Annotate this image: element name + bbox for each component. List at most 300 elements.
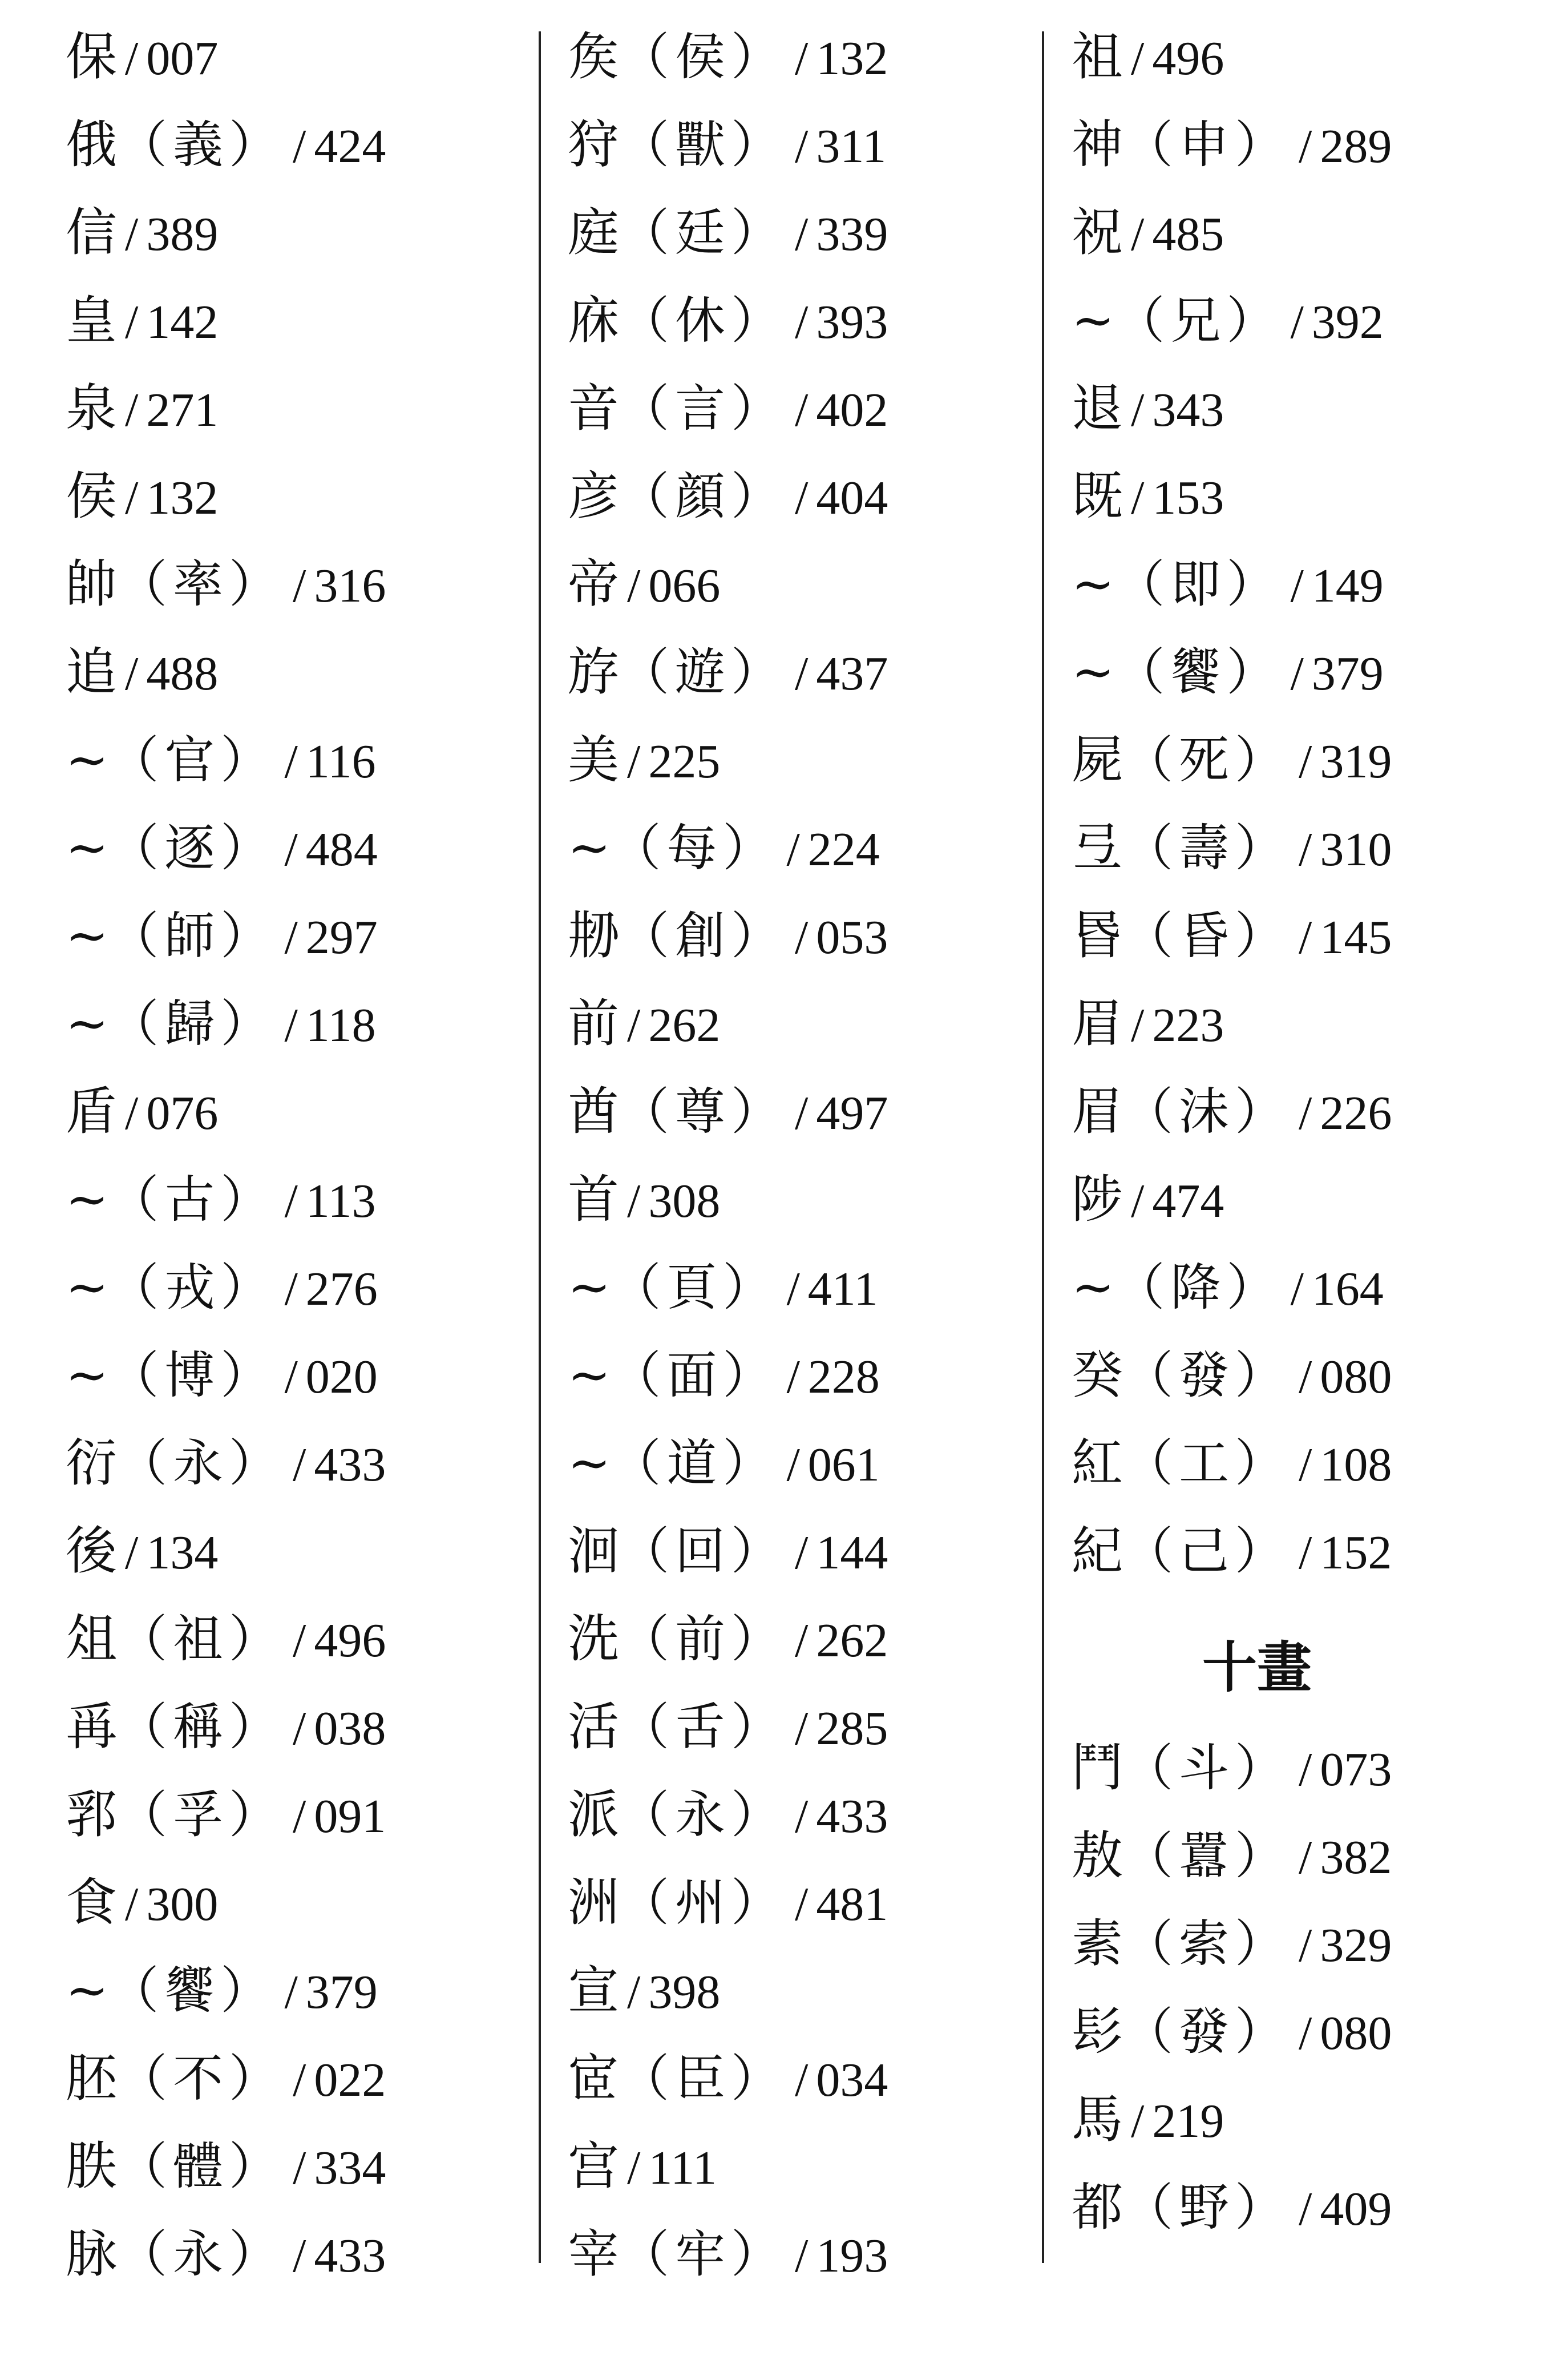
entry-variant: （降） <box>1114 1258 1283 1317</box>
entry-variant: （師） <box>108 906 277 965</box>
entry-character: 祝 <box>1072 203 1123 263</box>
entry-separator: / <box>1299 2183 1312 2236</box>
entry-separator: / <box>627 735 641 788</box>
entry-page-number: 111 <box>648 2141 717 2195</box>
entry-character: 馬 <box>1072 2089 1123 2149</box>
index-entry <box>1072 1253 1528 1341</box>
entry-variant: （囂） <box>1123 1826 1291 1885</box>
entry-character: ~ <box>1072 291 1115 350</box>
entry-character: 信 <box>66 203 117 263</box>
entry-character: 洄 <box>568 1521 619 1581</box>
index-entry <box>568 1605 1024 1693</box>
index-entry <box>1072 990 1528 1078</box>
entry-variant: （博） <box>108 1346 277 1405</box>
entry-separator: / <box>795 1526 809 1579</box>
index-entry <box>66 814 522 902</box>
index-entry <box>568 287 1024 374</box>
entry-page-number: 149 <box>1311 559 1384 612</box>
entry-page-number: 433 <box>314 2229 386 2282</box>
column-divider <box>1042 31 1044 2263</box>
entry-character: 洲 <box>568 1873 619 1933</box>
index-entry <box>568 1517 1024 1605</box>
entry-variant: （州） <box>619 1873 787 1932</box>
entry-character: 後 <box>66 1521 117 1581</box>
index-entry <box>66 1253 522 1341</box>
entry-separator: / <box>627 559 641 612</box>
entry-character: 派 <box>568 1785 619 1845</box>
entry-page-number: 310 <box>1320 823 1392 876</box>
entry-page-number: 485 <box>1152 208 1224 261</box>
entry-separator: / <box>284 735 298 788</box>
entry-page-number: 329 <box>1320 1919 1392 1972</box>
entry-separator: / <box>1290 559 1304 612</box>
entry-separator: / <box>293 1790 306 1843</box>
entry-variant: （永） <box>117 2225 285 2284</box>
entry-variant: （休） <box>619 291 787 350</box>
index-entry <box>568 1253 1024 1341</box>
entry-separator: / <box>125 384 139 437</box>
entry-character: 彦 <box>568 466 619 526</box>
entry-character: 庥 <box>568 291 619 350</box>
entry-variant: （臣） <box>619 2049 787 2108</box>
entry-variant: （饗） <box>108 1961 277 2020</box>
entry-character: 神 <box>1072 115 1123 175</box>
entry-page-number: 437 <box>816 647 888 700</box>
index-entry <box>568 199 1024 287</box>
entry-separator: / <box>293 1614 306 1667</box>
index-entry <box>568 1341 1024 1429</box>
entry-variant: （率） <box>117 555 285 614</box>
index-entry <box>66 1781 522 1869</box>
index-entry <box>1072 111 1528 199</box>
entry-page-number: 164 <box>1311 1262 1384 1316</box>
entry-page-number: 219 <box>1152 2095 1224 2148</box>
entry-page-number: 080 <box>1320 2007 1392 2060</box>
index-entry <box>1072 1517 1528 1605</box>
entry-variant: （歸） <box>108 994 277 1053</box>
entry-page-number: 285 <box>816 1702 888 1755</box>
index-entry <box>568 814 1024 902</box>
index-entry <box>66 990 522 1078</box>
entry-variant: （即） <box>1114 555 1283 614</box>
index-entry <box>66 462 522 550</box>
index-entry <box>66 111 522 199</box>
entry-variant: （昏） <box>1123 906 1291 965</box>
entry-character: 宫 <box>568 2136 619 2196</box>
entry-variant: （工） <box>1123 1434 1291 1492</box>
entry-variant: （遊） <box>619 643 787 701</box>
entry-page-number: 144 <box>816 1526 888 1579</box>
entry-page-number: 271 <box>146 384 219 437</box>
index-entry <box>66 1605 522 1693</box>
index-entry <box>66 902 522 990</box>
entry-character: 紀 <box>1072 1521 1123 1581</box>
entry-variant: （面） <box>611 1346 779 1405</box>
index-entry <box>66 2044 522 2132</box>
entry-separator: / <box>293 2141 306 2195</box>
entry-character: 美 <box>568 730 619 790</box>
entry-character: 保 <box>66 27 117 87</box>
index-entry <box>568 111 1024 199</box>
entry-page-number: 116 <box>305 735 376 788</box>
index-entry <box>568 2044 1024 2132</box>
entry-variant: （頁） <box>611 1258 779 1317</box>
index-entry <box>66 1517 522 1605</box>
entry-variant: （永） <box>117 1434 285 1492</box>
entry-separator: / <box>1131 32 1145 85</box>
entry-page-number: 488 <box>146 647 219 700</box>
index-entry <box>1072 23 1528 111</box>
index-entry <box>1072 1078 1528 1165</box>
entry-character: 敖 <box>1072 1826 1123 1886</box>
entry-variant: （壽） <box>1123 818 1291 877</box>
entry-character: 皇 <box>66 291 117 350</box>
index-entry <box>568 374 1024 462</box>
entry-separator: / <box>1299 1743 1312 1796</box>
entry-variant: （舌） <box>619 1697 787 1756</box>
entry-character: 宰 <box>568 2224 619 2284</box>
entry-character: 俄 <box>66 115 117 175</box>
index-entry <box>1072 902 1528 990</box>
entry-page-number: 433 <box>816 1790 888 1843</box>
entry-character: ~ <box>1072 554 1115 614</box>
entry-character: 矦 <box>568 27 619 87</box>
entry-variant: （言） <box>619 379 787 438</box>
entry-variant: （侯） <box>619 27 787 86</box>
entry-separator: / <box>795 1790 809 1843</box>
entry-variant: （義） <box>117 115 285 174</box>
entry-variant: （索） <box>1123 1914 1291 1973</box>
entry-variant: （戎） <box>108 1258 277 1317</box>
entry-variant: （斗） <box>1123 1738 1291 1797</box>
entry-character: 紅 <box>1072 1433 1123 1493</box>
index-entry <box>1072 638 1528 726</box>
entry-separator: / <box>293 2054 306 2107</box>
entry-page-number: 145 <box>1320 911 1392 964</box>
entry-variant: （道） <box>611 1434 779 1492</box>
entry-page-number: 091 <box>314 1790 386 1843</box>
entry-variant: （獸） <box>619 115 787 174</box>
entry-separator: / <box>786 1262 800 1316</box>
entry-variant: （祖） <box>117 1609 285 1668</box>
entry-character: 髟 <box>1072 2002 1123 2062</box>
entry-page-number: 484 <box>305 823 378 876</box>
index-entry <box>66 1165 522 1253</box>
index-entry <box>66 1957 522 2044</box>
index-column-3 <box>1072 23 1528 2261</box>
column-divider <box>539 31 541 2263</box>
entry-separator: / <box>125 647 139 700</box>
index-entry <box>568 23 1024 111</box>
index-entry <box>66 1693 522 1781</box>
entry-variant: （顔） <box>619 467 787 526</box>
index-entry <box>66 23 522 111</box>
entry-character: 宧 <box>568 2048 619 2108</box>
entry-page-number: 118 <box>305 999 376 1052</box>
entry-character: 退 <box>1072 378 1123 438</box>
entry-separator: / <box>795 1702 809 1755</box>
index-column-1 <box>66 23 522 2308</box>
entry-character: 昬 <box>1072 906 1123 966</box>
entry-character: 脉 <box>66 2224 117 2284</box>
index-entry <box>568 1781 1024 1869</box>
entry-character: ~ <box>1072 1257 1115 1317</box>
entry-separator: / <box>795 471 809 525</box>
index-entry <box>568 550 1024 638</box>
entry-character: 衍 <box>66 1433 117 1493</box>
entry-separator: / <box>284 1350 298 1403</box>
entry-character: 俎 <box>66 1609 117 1669</box>
entry-page-number: 389 <box>146 208 219 261</box>
entry-separator: / <box>795 2229 809 2282</box>
entry-variant: （稱） <box>117 1697 285 1756</box>
entry-character: 爯 <box>66 1697 117 1757</box>
entry-variant: （發） <box>1123 2002 1291 2061</box>
entry-variant: （兄） <box>1114 291 1283 350</box>
entry-character: ~ <box>568 1257 611 1317</box>
entry-page-number: 424 <box>314 120 386 173</box>
entry-character: ~ <box>1072 642 1115 702</box>
entry-variant: （官） <box>108 731 277 789</box>
index-entry <box>568 1869 1024 1957</box>
entry-separator: / <box>795 1087 809 1140</box>
entry-separator: / <box>795 911 809 964</box>
entry-page-number: 308 <box>648 1175 721 1228</box>
entry-separator: / <box>1299 1350 1312 1403</box>
entry-separator: / <box>1131 1175 1145 1228</box>
index-entry <box>66 287 522 374</box>
index-entry <box>1072 550 1528 638</box>
entry-character: 胅 <box>66 2136 117 2196</box>
entry-page-number: 379 <box>305 1966 378 2019</box>
entry-page-number: 132 <box>146 471 219 525</box>
entry-separator: / <box>627 999 641 1052</box>
entry-page-number: 053 <box>816 911 888 964</box>
entry-character: 宣 <box>568 1961 619 2020</box>
entry-character: 首 <box>568 1169 619 1229</box>
entry-variant: （不） <box>117 2049 285 2108</box>
index-entry <box>1072 287 1528 374</box>
entry-page-number: 276 <box>305 1262 378 1316</box>
entry-page-number: 262 <box>648 999 721 1052</box>
index-entry <box>1072 2085 1528 2173</box>
index-entry <box>66 550 522 638</box>
index-entry <box>1072 1341 1528 1429</box>
entry-separator: / <box>1131 999 1145 1052</box>
entry-variant: （回） <box>619 1522 787 1580</box>
entry-page-number: 343 <box>1152 384 1224 437</box>
entry-character: 弖 <box>1072 818 1123 878</box>
entry-separator: / <box>125 471 139 525</box>
index-entry <box>66 2220 522 2308</box>
entry-page-number: 496 <box>314 1614 386 1667</box>
entry-page-number: 319 <box>1320 735 1392 788</box>
index-entry <box>66 374 522 462</box>
entry-separator: / <box>125 1526 139 1579</box>
entry-separator: / <box>1299 1526 1312 1579</box>
entry-page-number: 076 <box>146 1087 219 1140</box>
index-entry <box>66 2132 522 2220</box>
entry-character: ~ <box>66 1169 109 1229</box>
entry-variant: （前） <box>619 1609 787 1668</box>
entry-character: ~ <box>66 1257 109 1317</box>
entry-character: 祖 <box>1072 27 1123 87</box>
entry-variant: （死） <box>1123 731 1291 789</box>
entry-character: 帥 <box>66 554 117 614</box>
entry-separator: / <box>627 1175 641 1228</box>
entry-page-number: 226 <box>1320 1087 1392 1140</box>
entry-page-number: 392 <box>1311 296 1384 349</box>
index-entry <box>66 199 522 287</box>
entry-separator: / <box>1131 384 1145 437</box>
entry-page-number: 334 <box>314 2141 386 2195</box>
entry-character: 洗 <box>568 1609 619 1669</box>
entry-variant: （逐） <box>108 818 277 877</box>
entry-page-number: 073 <box>1320 1743 1392 1796</box>
entry-page-number: 224 <box>807 823 880 876</box>
entry-separator: / <box>293 559 306 612</box>
entry-separator: / <box>1131 2095 1145 2148</box>
entry-page-number: 393 <box>816 296 888 349</box>
entry-page-number: 007 <box>146 32 219 85</box>
entry-variant: （創） <box>619 906 787 965</box>
entry-separator: / <box>786 1350 800 1403</box>
entry-page-number: 496 <box>1152 32 1224 85</box>
entry-separator: / <box>293 120 306 173</box>
entry-page-number: 034 <box>816 2054 888 2107</box>
entry-page-number: 061 <box>807 1438 880 1491</box>
entry-page-number: 474 <box>1152 1175 1224 1228</box>
entry-page-number: 262 <box>816 1614 888 1667</box>
index-entry <box>568 1693 1024 1781</box>
entry-page-number: 316 <box>314 559 386 612</box>
entry-page-number: 193 <box>816 2229 888 2282</box>
entry-character: 酋 <box>568 1082 619 1141</box>
index-entry <box>568 1429 1024 1517</box>
entry-page-number: 142 <box>146 296 219 349</box>
entry-variant: （古） <box>108 1170 277 1229</box>
entry-character: 胚 <box>66 2048 117 2108</box>
entry-character: 追 <box>66 642 117 702</box>
entry-character: ~ <box>66 1961 109 2020</box>
entry-page-number: 132 <box>816 32 888 85</box>
index-entry <box>1072 1165 1528 1253</box>
entry-character: ~ <box>568 1345 611 1405</box>
index-entry <box>1072 1998 1528 2085</box>
entry-variant: （發） <box>1123 1346 1291 1405</box>
entry-separator: / <box>284 1175 298 1228</box>
entry-page-number: 153 <box>1152 471 1224 525</box>
entry-variant: （孚） <box>117 1785 285 1844</box>
entry-page-number: 152 <box>1320 1526 1392 1579</box>
entry-separator: / <box>1299 1831 1312 1884</box>
entry-page-number: 228 <box>807 1350 880 1403</box>
entry-separator: / <box>786 823 800 876</box>
entry-separator: / <box>1290 647 1304 700</box>
entry-separator: / <box>125 208 139 261</box>
entry-separator: / <box>795 2054 809 2107</box>
index-entry <box>568 902 1024 990</box>
entry-separator: / <box>293 1702 306 1755</box>
entry-separator: / <box>795 1614 809 1667</box>
entry-variant: （己） <box>1123 1522 1291 1580</box>
entry-separator: / <box>1299 823 1312 876</box>
entry-separator: / <box>284 911 298 964</box>
entry-page-number: 038 <box>314 1702 386 1755</box>
entry-character: 刱 <box>568 906 619 966</box>
entry-character: 眉 <box>1072 1082 1123 1141</box>
entry-variant: （牢） <box>619 2225 787 2284</box>
index-entry <box>1072 1429 1528 1517</box>
entry-character: 既 <box>1072 466 1123 526</box>
entry-separator: / <box>786 1438 800 1491</box>
index-entry <box>1072 814 1528 902</box>
entry-separator: / <box>627 1966 641 2019</box>
entry-page-number: 225 <box>648 735 721 788</box>
entry-variant: （申） <box>1123 115 1291 174</box>
index-entry <box>568 726 1024 814</box>
entry-separator: / <box>125 296 139 349</box>
index-entry <box>1072 1822 1528 1910</box>
index-entry <box>568 1078 1024 1165</box>
index-entry <box>1072 2173 1528 2261</box>
entry-variant: （野） <box>1123 2178 1291 2237</box>
entry-character: 食 <box>66 1873 117 1933</box>
entry-page-number: 404 <box>816 471 888 525</box>
entry-page-number: 411 <box>807 1262 878 1316</box>
entry-separator: / <box>1299 1438 1312 1491</box>
entry-separator: / <box>1299 2007 1312 2060</box>
entry-separator: / <box>293 1438 306 1491</box>
entry-character: 泉 <box>66 378 117 438</box>
index-entry <box>66 726 522 814</box>
index-entry <box>1072 726 1528 814</box>
entry-character: 鬥 <box>1072 1738 1123 1798</box>
entry-character: 侯 <box>66 466 117 526</box>
index-entry <box>1072 199 1528 287</box>
entry-page-number: 022 <box>314 2054 386 2107</box>
index-entry <box>568 1957 1024 2044</box>
entry-character: 屍 <box>1072 730 1123 790</box>
index-entry <box>568 2220 1024 2308</box>
entry-separator: / <box>284 999 298 1052</box>
entry-character: ~ <box>66 818 109 878</box>
entry-character: 斿 <box>568 642 619 702</box>
entry-variant: （尊） <box>619 1082 787 1141</box>
entry-variant: （饗） <box>1114 643 1283 701</box>
entry-separator: / <box>1131 471 1145 525</box>
entry-page-number: 020 <box>305 1350 378 1403</box>
entry-separator: / <box>125 1878 139 1931</box>
entry-character: 庭 <box>568 203 619 263</box>
entry-variant: （廷） <box>619 203 787 262</box>
entry-page-number: 297 <box>305 911 378 964</box>
index-entry <box>66 638 522 726</box>
stroke-count-heading: 十畫 <box>1202 1636 1312 1700</box>
entry-page-number: 409 <box>1320 2183 1392 2236</box>
entry-page-number: 379 <box>1311 647 1384 700</box>
entry-character: 都 <box>1072 2177 1123 2237</box>
entry-separator: / <box>293 2229 306 2282</box>
entry-separator: / <box>1299 1087 1312 1140</box>
index-entry <box>1072 462 1528 550</box>
entry-page-number: 311 <box>816 120 887 173</box>
entry-separator: / <box>1299 120 1312 173</box>
entry-character: ~ <box>568 818 611 878</box>
index-entry <box>1072 374 1528 462</box>
entry-variant: （體） <box>117 2137 285 2196</box>
entry-page-number: 108 <box>1320 1438 1392 1491</box>
